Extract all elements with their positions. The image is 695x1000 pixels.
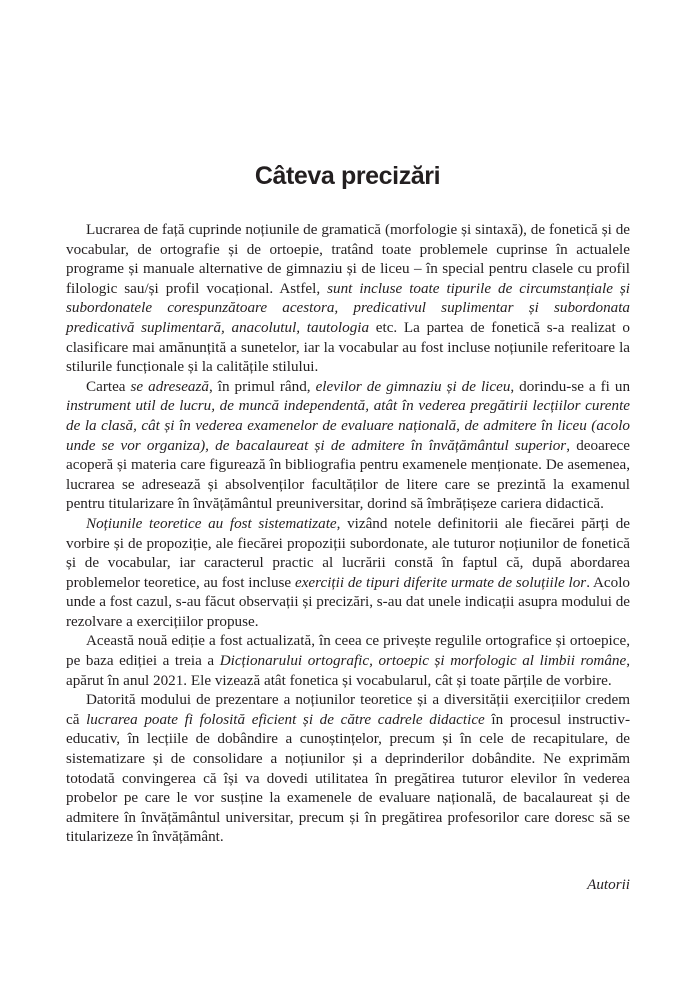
- text-run: , dorindu-se a fi un: [510, 377, 631, 395]
- body-text: [66, 220, 630, 847]
- italic-run: Noțiunile teoretice au fost sistematizate: [86, 514, 337, 532]
- paragraph: [66, 220, 630, 377]
- italic-run: elevilor de gimnaziu și de liceu: [315, 377, 511, 395]
- paragraph: [66, 690, 630, 847]
- text-run: , deoarece acoperă și materia care figurează în bibliografia pentru examenele menționate. De asemenea, lucrarea se adresează și absolvenților facultăților de litere care se prezintă la examenul pentru titularizare în învățământul preuniversitar, dorind să îmbrățișeze cariera didactică.: [66, 436, 630, 513]
- italic-run: instrument util de lucru, de muncă independentă, atât în vederea pregătirii lecțiilor curente de la clasă, cât și în vederea examenelor de evaluare națională, de admitere în liceu (acolo unde se vor organiza), de bacalaureat și de admitere în învățământul superior: [66, 397, 630, 454]
- text-run: . Acolo unde a fost cazul, s-au făcut observații și precizări, s-au dat unele indicații asupra modului de rezolvare a exercițiilor propuse.: [66, 573, 630, 630]
- text-run: Cartea: [86, 377, 131, 395]
- italic-run: Dicționarului ortografic, ortoepic și morfologic al limbii române: [219, 652, 627, 670]
- text-run: în procesul instructiv-educativ, în lecțiile de dobândire a cunoștințelor, precum și în cele de recapitulare, de sistematizare și de consolidare a noțiunilor și a deprinderilor dobândite. Ne exprimăm totodată convingerea că își va dovedi utilitatea în pregătirea tuturor elevilor în vederea probelor pe care le vor susține la examenele de evaluare națională, de bacalaureat și de admitere în învățământul universitar, precum și în pregătirea profesorilor care doresc să se titularizeze în învățământ.: [66, 710, 630, 846]
- text-run: , vizând notele definitorii ale fiecărei părți de vorbire și de propoziție, ale fiecărei propoziții subordonate, ale tuturor noțiunilor de fonetică și de vocabular, iar caracterul practic al lucrării constă în faptul că, după abordarea problemelor teoretice, au fost incluse: [66, 514, 630, 591]
- paragraph: [66, 514, 630, 632]
- italic-run: se adresează: [130, 377, 209, 395]
- paragraph: [66, 631, 630, 690]
- author-signature: Autorii: [587, 876, 630, 893]
- text-run: Această nouă ediție a fost actualizată, în ceea ce privește regulile ortografice și ortoepice, pe baza ediției a treia a: [66, 632, 630, 670]
- text-run: etc. La partea de fonetică s-a realizat o clasificare mai amănunțită a sunetelor, iar la vocabular au fost incluse noțiunile referitoare la stilurile funcționale și la calitățile stilului.: [66, 318, 630, 376]
- text-run: , în primul rând,: [208, 377, 316, 395]
- text-run: , apărut în anul 2021. Ele vizează atât fonetica și vocabularul, cât și toate părțile de vorbire.: [66, 652, 630, 689]
- text-run: Datorită modului de prezentare a noțiunilor teoretice și a diversității exercițiilor credem că: [66, 691, 630, 728]
- page-title: Câteva precizări: [254, 162, 441, 190]
- text-run: Lucrarea de față cuprinde noțiunile de gramatică (morfologie și sintaxă), de fonetică și de vocabular, de ortografie și de ortoepie, tratând toate problemele cuprinse în actualele programe și manuale alternative de gimnaziu și de liceu – în special pentru clasele cu profil filologic sau/și profil vocațional. Astfel,: [66, 221, 630, 297]
- italic-run: lucrarea poate fi folosită eficient și de către cadrele didactice: [86, 710, 485, 728]
- italic-run: sunt incluse toate tipurile de circumstanțiale și subordonatele corespunzătoare acestora, predicativul suplimentar și subordonata predicativă suplimentară, anacolutul, tautologia: [66, 279, 630, 336]
- paragraph: [66, 377, 630, 514]
- italic-run: exerciții de tipuri diferite urmate de soluțiile lor: [294, 573, 587, 591]
